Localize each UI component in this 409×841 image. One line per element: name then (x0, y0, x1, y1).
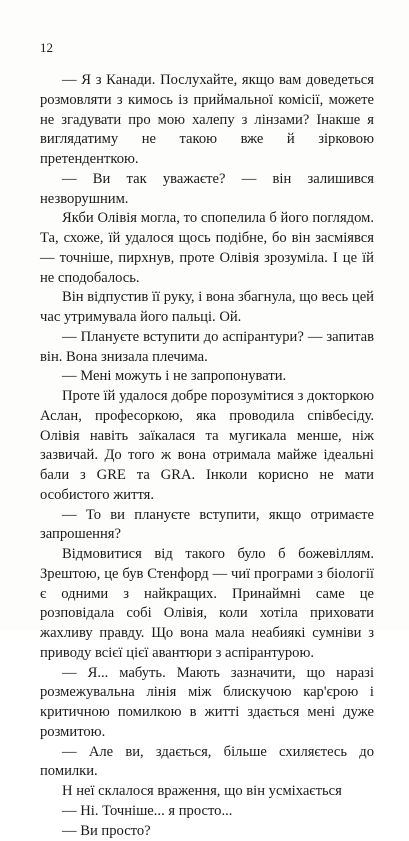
body-text (40, 71, 374, 841)
paragraph-11: — Але ви, здається, більше схиляєтесь до помилки. (40, 743, 374, 783)
paragraph-6: — Мені можуть і не запропонувати. (40, 367, 374, 387)
paragraph-8: — То ви плануєте вступити, якщо отримаєте запрошення? (40, 506, 374, 546)
paragraph-10: — Я... мабуть. Мають зазначити, що наразі розмежувальна лінія між блискучою кар'єрою і критичною помилкою в житті здається мені дуже розмитою. (40, 664, 374, 743)
paragraph-12: Н неї склалося враження, що він усміхається (40, 782, 374, 802)
paragraph-2: — Ви так уважаєте? — він залишився незворушним. (40, 170, 374, 210)
paragraph-14: — Ви просто? (40, 822, 374, 841)
paragraph-13: — Ні. Точніше... я просто... (40, 802, 374, 822)
paragraph-1: — Я з Канади. Послухайте, якщо вам доведеться розмовляти з кимось із приймальної комісії, можете не згадувати про мою халепу з лінзами? Інакше я виглядатиму не такою вже й зірковою претенденткою. (40, 71, 374, 170)
page-number: 12 (40, 40, 53, 56)
paragraph-7: Проте їй удалося добре порозумітися з докторкою Аслан, професоркою, яка проводила співбесіду. Олівія навіть заїкалася та мугикала менше, ніж зазвичай. До того ж вона отримала майже ідеальні бали з GRE та GRA. Інколи корисно не мати особистого життя. (40, 387, 374, 506)
paragraph-5: — Плануєте вступити до аспірантури? — запитав він. Вона знизала плечима. (40, 328, 374, 368)
paragraph-9: Відмовитися від такого було б божевіллям. Зрештою, це був Стенфорд — чиї програми з біології є одними з найкращих. Принаймні саме це розповідала собі Олівія, коли хотіла приховати жахливу правду. Що вона мала неабиякі сумніви з приводу всієї цієї авантюри з аспірантурою. (40, 545, 374, 664)
paragraph-4: Він відпустив її руку, і вона збагнула, що весь цей час утримувала його пальці. Ой. (40, 288, 374, 328)
paragraph-3: Якби Олівія могла, то спопелила б його поглядом. Та, схоже, їй удалося щось подібне, бо він засміявся — точніше, пирхнув, проте Олівія зрозуміла. І це їй не сподобалось. (40, 209, 374, 288)
